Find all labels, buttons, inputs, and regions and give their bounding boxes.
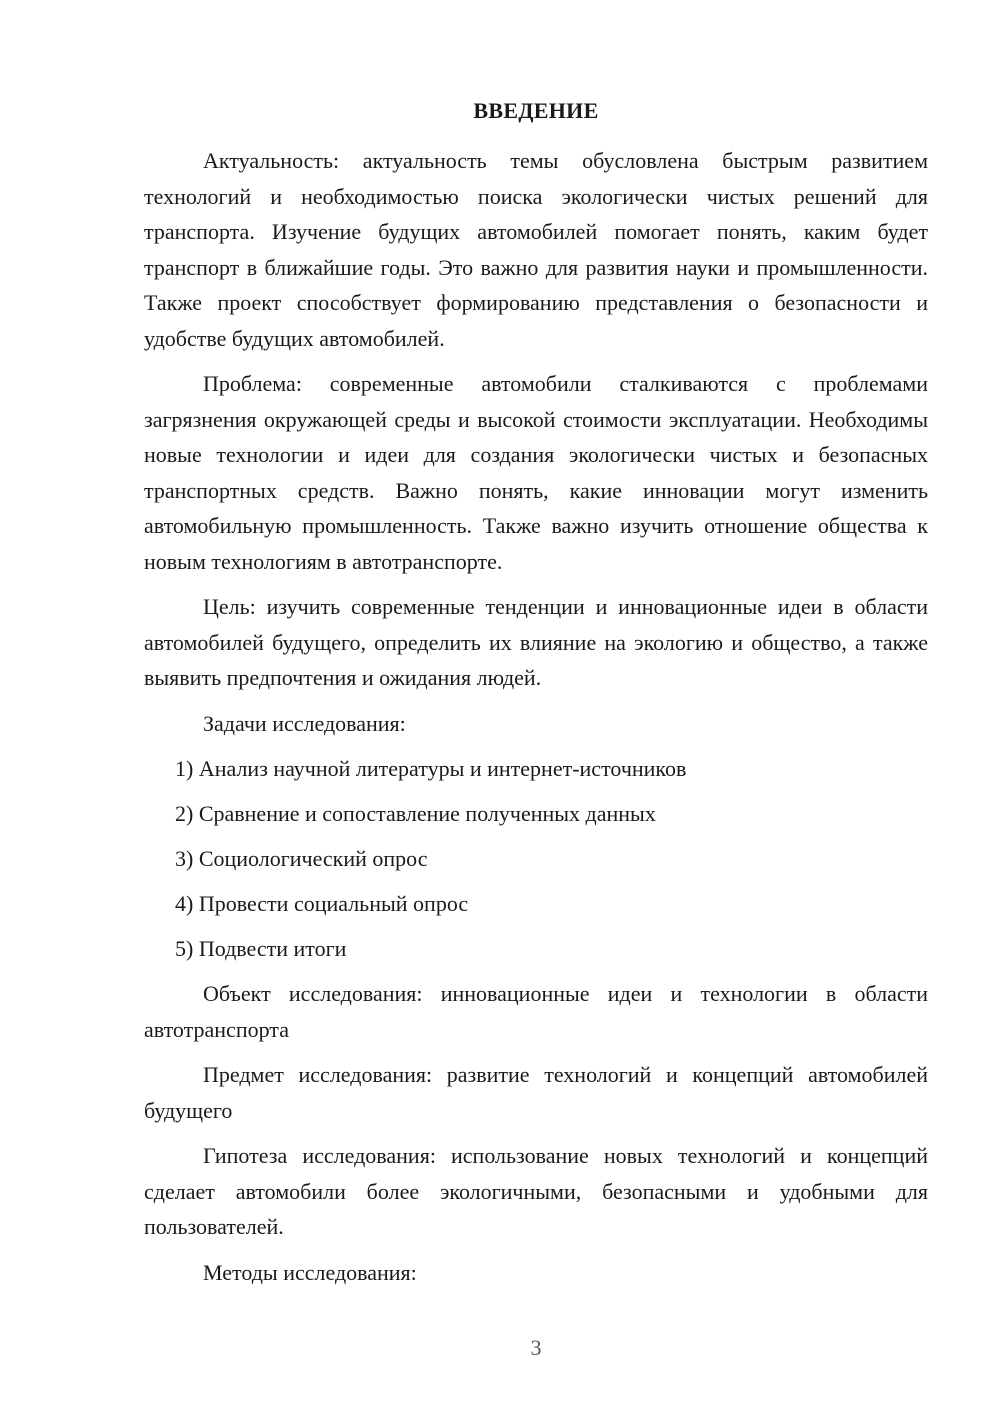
page-number: 3 [530,1335,542,1360]
paragraph-subject: Предмет исследования: развитие технологий и концепций автомобилей будущего [144,1062,928,1123]
task-item-3: 3) Социологический опрос [175,846,428,871]
task-item-1: 1) Анализ научной литературы и интернет-источников [175,756,687,781]
paragraph-goal: Цель: изучить современные тенденции и инновационные идеи в области автомобилей будущего, определить их влияние на экологию и общество, а также выявить предпочтения и ожидания людей. [144,594,928,690]
paragraph-relevance: Актуальность: актуальность темы обусловлена быстрым развитием технологий и необходимостью поиска экологически чистых решений для транспорта. Изучение будущих автомобилей помогает понять, каким будет транспорт в ближайшие годы. Это важно для развития науки и промышленности. Также проект способствует формированию представления о безопасности и удобстве будущих автомобилей. [144,148,928,351]
paragraph-hypothesis: Гипотеза исследования: использование новых технологий и концепций сделает автомобили более экологичными, безопасными и удобными для пользователей. [144,1143,928,1239]
task-item-2: 2) Сравнение и сопоставление полученных данных [175,801,656,826]
task-item-5: 5) Подвести итоги [175,936,347,961]
document-page [144,0,928,1414]
document-body [144,143,928,1300]
paragraph-problem: Проблема: современные автомобили сталкиваются с проблемами загрязнения окружающей среды и высокой стоимости эксплуатации. Необходимы новые технологии и идеи для создания экологически чистых и безопасных транспортных средств. Важно понять, какие инновации могут изменить автомобильную промышленность. Также важно изучить отношение общества к новым технологиям в автотранспорте. [144,371,928,574]
task-item-4: 4) Провести социальный опрос [175,891,469,916]
paragraph-tasks-heading: Задачи исследования: [203,710,406,736]
paragraph-object: Объект исследования: инновационные идеи и технологии в области автотранспорта [144,981,928,1042]
section-title: ВВЕДЕНИЕ [473,98,599,123]
paragraph-methods: Методы исследования: [203,1259,417,1285]
